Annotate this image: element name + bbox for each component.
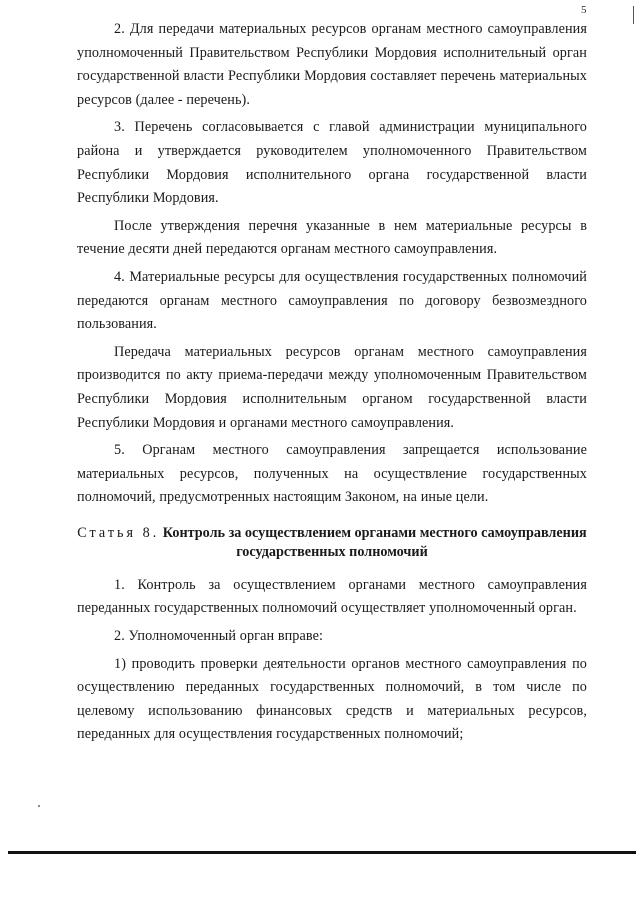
article-title: Контроль за осуществлением органами местного самоуправления государственных полномочий xyxy=(162,524,587,560)
paragraph-control-authority: 1. Контроль за осуществлением органами местного самоуправления переданных государственных полномочий осуществляет уполномоченный орган. xyxy=(77,576,587,617)
paragraph-inspection-right: 1) проводить проверки деятельности органов местного самоуправления по осуществлению переданных государственных полномочий, в том числе по целевому использованию финансовых средств и материальных ресурсов, переданных для осуществления государственных полномочий; xyxy=(77,655,587,743)
paragraph-list-approval: 3. Перечень согласовывается с главой администрации муниципального района и утверждается руководителем уполномоченного Правительством Республики Мордовия исполнительного органа государственной власти Республики Мордовия. xyxy=(77,119,587,207)
paragraph-transfer-act: Передача материальных ресурсов органам местного самоуправления производится по акту приема-передачи между уполномоченным Правительством Республики Мордовия исполнительным органом государственной власти Республики Мордовия и органами местного самоуправления. xyxy=(77,343,587,431)
bottom-rule xyxy=(8,851,636,854)
paragraph-transfer-term: После утверждения перечня указанные в нем материальные ресурсы в течение десяти дней передаются органам местного самоуправления. xyxy=(77,217,587,258)
article-heading xyxy=(77,524,587,562)
paragraph-use-prohibition: 5. Органам местного самоуправления запрещается использование материальных ресурсов, полученных на осуществление государственных полномочий, предусмотренных настоящим Законом, на иные цели. xyxy=(77,442,587,506)
paragraph-transfer-list: 2. Для передачи материальных ресурсов органам местного самоуправления уполномоченный Правительством Республики Мордовия исполнительный орган государственной власти Республики Мордовия составляет перечень материальных ресурсов (далее - перечень). xyxy=(77,21,587,108)
scan-speck xyxy=(38,805,40,807)
scan-edge-mark xyxy=(633,6,634,24)
paragraph-authority-rights: 2. Уполномоченный орган вправе: xyxy=(114,628,324,645)
document-body xyxy=(77,18,587,751)
article-number: Статья 8. xyxy=(77,524,160,541)
page-number: 5 xyxy=(581,4,587,16)
paragraph-free-use-contract: 4. Материальные ресурсы для осуществления государственных полномочий передаются органам местного самоуправления по договору безвозмездного пользования. xyxy=(77,268,587,333)
